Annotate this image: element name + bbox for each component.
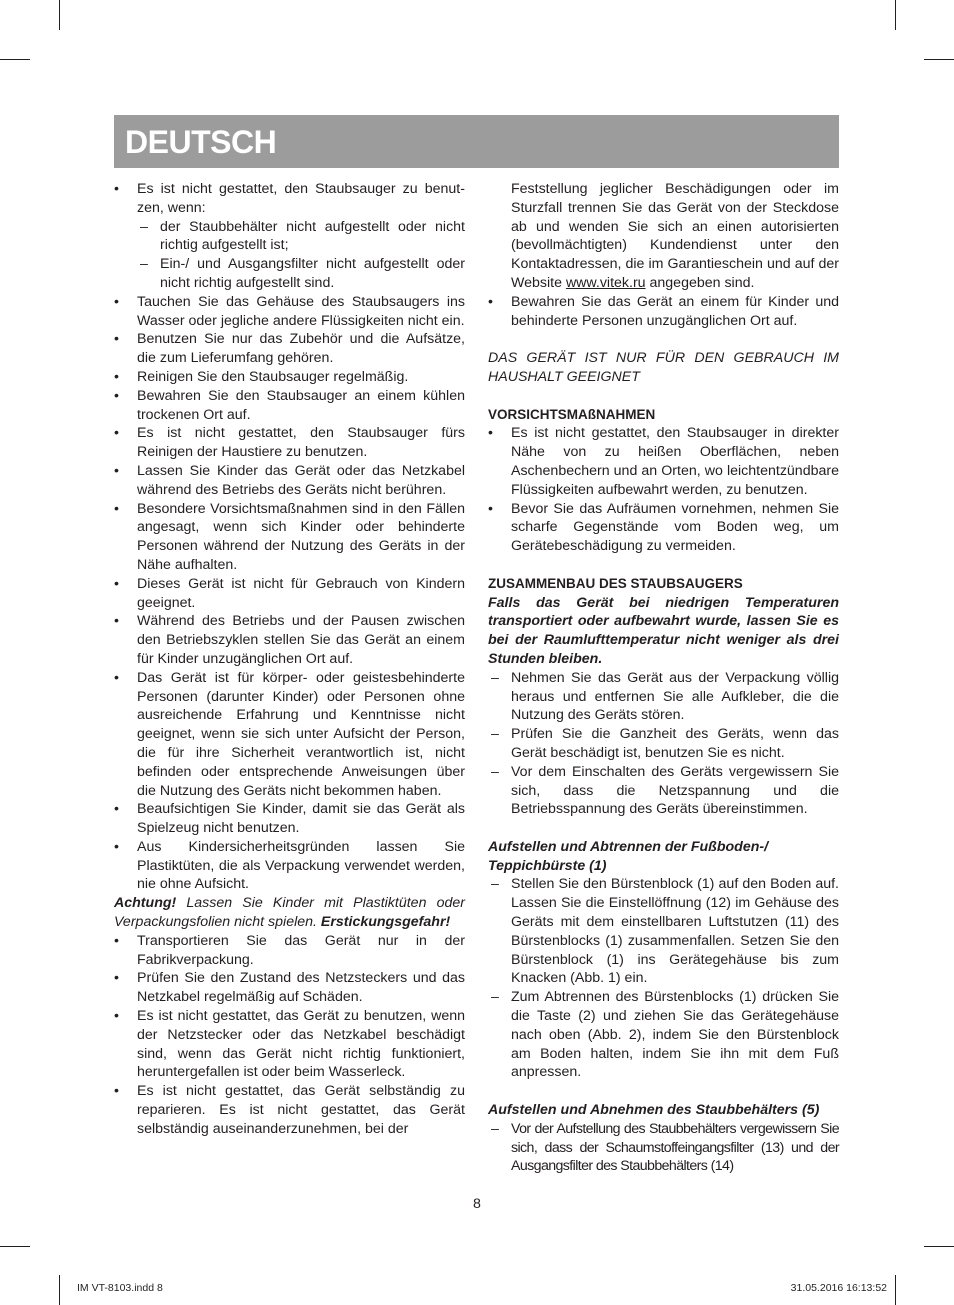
list-item: • Bevor Sie das Aufräumen vornehmen, nehmen Sie scharfe Gegenstände vom Boden weg, um Gerätebeschädigung zu vermeiden. [488,500,839,556]
crop-mark [59,1275,60,1305]
crop-mark [924,59,954,60]
list-item: – Prüfen Sie die Ganzheit des Geräts, wenn das Gerät beschädigt ist, benutzen Sie es nicht. [488,725,839,763]
crop-mark [59,0,60,30]
household-note: DAS GERÄT IST NUR FÜR DEN GEBRAUCH IM HAUSHALT GEEIGNET [488,350,839,385]
subsection-heading: Aufstellen und Abnehmen des Staubbehälters (5) [488,1102,820,1119]
subsection-heading: Aufstellen und Abtrennen der Fußboden-/ Teppichbürste (1) [488,838,769,874]
continuation-text: Feststellung jeglicher Beschädigungen oder im Sturzfall trennen Sie das Gerät von der Steckdose ab und wenden Sie sich an einen autorisierten (bevollmächtigten) Kundendienst unter den Kontaktadressen, die im Garantieschein und auf der Website [511,181,839,291]
section-heading: ZUSAMMENBAU DES STAUBSAUGERS [488,575,743,591]
list-item: • Es ist nicht gestattet, das Gerät zu benutzen, wenn der Netzstecker oder das Netzkabel beschädigt sind, wenn das Gerät nicht richtig funktioniert, heruntergefallen ist oder beim Wasserleck. [114,1007,465,1082]
continuation-text-end: angegeben sind. [645,274,755,291]
list-item: • Dieses Gerät ist nicht für Gebrauch von Kindern geeignet. [114,575,465,613]
list-item: • Das Gerät ist für körper- oder geistesbehinderte Personen (darunter Kinder) oder Personen ohne ausreichende Erfahrung und Kenntnisse nicht geeignet, wenn sie sich unter Aufsicht der Person, die für ihre Sicherheit verantwortlich ist, nicht befinden oder entsprechende Anweisungen über die Nutzung des Geräts nicht bekommen haben. [114,669,465,801]
footer-file: IM VT-8103.indd 8 [77,1282,163,1294]
footer-timestamp: 31.05.2016 16:13:52 [790,1282,887,1294]
list-item: – Stellen Sie den Bürstenblock (1) auf den Boden auf. Lassen Sie die Einstellöffnung (12) im Gehäuse des Geräts mit dem einstellbaren Luftstutzen (11) des Bürstenblocks (1) zusammenfallen. Setzen Sie den Bürstenblock (1) ins Gerätegehäuse bis zum Knacken (Abb. 1) ein. [488,875,839,988]
warning-emphasis: Erstickungsgefahr! [320,914,451,931]
list-item: • Bewahren Sie das Gerät an einem für Kinder und behinderte Personen unzugänglichen Ort auf. [488,293,839,331]
list-item: • Reinigen Sie den Staubsauger regelmäßig. [114,368,465,387]
crop-mark [895,0,896,30]
section-heading: VORSICHTSMAßNAHMEN [488,406,656,422]
list-item: – Ein-/ und Ausgangsfilter nicht aufgestellt oder nicht richtig aufgestellt sind. [137,255,465,293]
list-item: – Nehmen Sie das Gerät aus der Verpackung völlig heraus und entfernen Sie alle Aufkleber, die die Nutzung des Geräts stören. [488,669,839,725]
list-item: • Beaufsichtigen Sie Kinder, damit sie das Gerät als Spielzeug nicht benutzen. [114,800,465,838]
list-item: • Bewahren Sie den Staubsauger an einem kühlen trockenen Ort auf. [114,387,465,425]
list-item: • Es ist nicht gestattet, den Staubsauger zu benutzen, wenn: [114,180,465,218]
page-title: DEUTSCH [125,124,277,160]
list-item: • Prüfen Sie den Zustand des Netzsteckers und das Netzkabel regelmäßig auf Schäden. [114,969,465,1007]
list-item: • Es ist nicht gestattet, den Staubsauger in direkter Nähe von zu heißen Oberflächen, neben Aschenbechern und an Orten, wo leichtentzündbare Flüssigkeiten aufbewahrt werden, zu benutzen. [488,424,839,499]
list-item: – Vor der Aufstellung des Staubbehälters vergewissern Sie sich, dass der Schaumstoffeingangsfilter (13) und der Ausgangsfilter des Staubbehälters (14) [488,1120,839,1176]
list-item: • Besondere Vorsichtsmaßnahmen sind in den Fällen angesagt, wenn sich Kinder oder behinderte Personen während der Nutzung des Geräts in der Nähe aufhalten. [114,500,465,575]
assembly-note: Falls das Gerät bei niedrigen Temperaturen transportiert oder aufbewahrt wurde, lassen Sie es bei der Raumlufttemperatur nicht weniger als drei Stunden bleiben. [488,594,839,667]
crop-mark [0,1246,30,1247]
crop-mark [895,1275,896,1305]
crop-mark [924,1246,954,1247]
list-item: – der Staubbehälter nicht aufgestellt oder nicht richtig aufgestellt ist; [137,218,465,256]
left-column [114,180,465,1139]
warning-text: Lassen Sie Kinder mit Plastiktüten oder Verpackungsfolien nicht spielen. [114,895,465,931]
right-column [488,180,839,1176]
list-item: • Tauchen Sie das Gehäuse des Staubsaugers ins Wasser oder jegliche andere Flüssigkeiten nicht ein. [114,293,465,331]
website-link[interactable]: www.vitek.ru [565,274,646,291]
crop-mark [0,59,30,60]
list-item: • Es ist nicht gestattet, den Staubsauger fürs Reinigen der Haustiere zu benutzen. [114,424,465,462]
page-number: 8 [473,1196,481,1212]
warning-label: Achtung! [114,895,177,912]
list-item: • Lassen Sie Kinder das Gerät oder das Netzkabel während des Betriebs des Geräts nicht berühren. [114,462,465,500]
language-banner [114,115,839,168]
list-item: – Zum Abtrennen des Bürstenblocks (1) drücken Sie die Taste (2) und ziehen Sie das Gerätegehäuse nach oben (Abb. 2), indem Sie den Bürstenblock am Boden halten, indem Sie ihn mit dem Fuß anpressen. [488,988,839,1082]
continuation-paragraph [488,180,839,293]
list-item: • Aus Kindersicherheitsgründen lassen Sie Plastiktüten, die als Verpackung verwendet werden, nie ohne Aufsicht. [114,838,465,894]
warning-paragraph [114,894,465,932]
list-item: • Während des Betriebs und der Pausen zwischen den Betriebszyklen stellen Sie das Gerät an einem für Kinder unzugänglichen Ort auf. [114,612,465,668]
list-item: • Benutzen Sie nur das Zubehör und die Aufsätze, die zum Lieferumfang gehören. [114,330,465,368]
list-item: – Vor dem Einschalten des Geräts vergewissern Sie sich, dass die Netzspannung und die Betriebsspannung des Geräts übereinstimmen. [488,763,839,819]
list-item: • Es ist nicht gestattet, das Gerät selbständig zu reparieren. Es ist nicht gestattet, das Gerät selbständig auseinanderzunehmen, bei der [114,1082,465,1138]
list-item: • Transportieren Sie das Gerät nur in der Fabrikverpackung. [114,932,465,970]
